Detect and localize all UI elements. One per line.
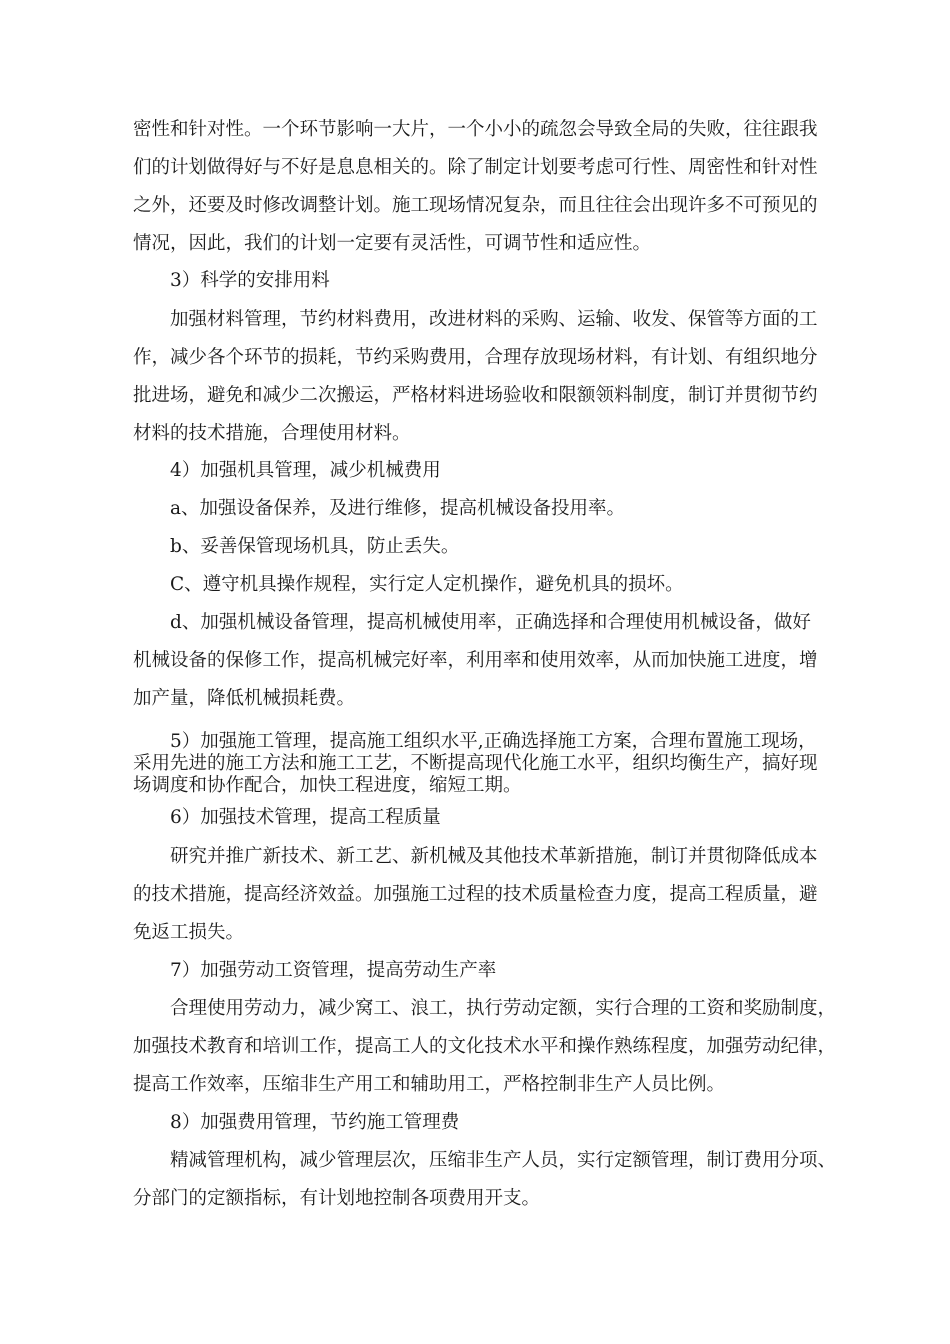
paragraph-line: 加强技术教育和培训工作，提高工人的文化技术水平和操作熟练程度，加强劳动纪律， — [133, 1036, 837, 1057]
paragraph-line: 材料的技术措施，合理使用材料。 — [133, 423, 411, 444]
list-item: b、妥善保管现场机具，防止丢失。 — [170, 536, 460, 557]
paragraph-line: 加强材料管理，节约材料费用，改进材料的采购、运输、收发、保管等方面的工 — [170, 309, 818, 330]
paragraph-line: 研究并推广新技术、新工艺、新机械及其他技术革新措施，制订并贯彻降低成本 — [170, 846, 818, 867]
section-heading: 6）加强技术管理，提高工程质量 — [170, 807, 441, 828]
paragraph-line: 5）加强施工管理，提高施工组织水平,正确选择施工方案，合理布置施工现场， — [170, 731, 817, 752]
paragraph-line: 提高工作效率，压缩非生产用工和辅助用工，严格控制非生产人员比例。 — [133, 1074, 726, 1095]
paragraph-line: 场调度和协作配合，加快工程进度，缩短工期。 — [133, 775, 522, 796]
section-heading: 7）加强劳动工资管理，提高劳动生产率 — [170, 960, 497, 981]
paragraph-line: 免返工损失。 — [133, 922, 245, 943]
section-heading: 8）加强费用管理，节约施工管理费 — [170, 1112, 460, 1133]
paragraph-line: 情况，因此，我们的计划一定要有灵活性，可调节性和适应性。 — [133, 233, 652, 254]
paragraph-line: 采用先进的施工方法和施工工艺，不断提高现代化施工水平，组织均衡生产，搞好现 — [133, 753, 818, 774]
list-item: d、加强机械设备管理，提高机械使用率，正确选择和合理使用机械设备，做好 — [170, 612, 811, 633]
list-item: C、遵守机具操作规程，实行定人定机操作，避免机具的损坏。 — [170, 574, 684, 595]
paragraph-line: 之外，还要及时修改调整计划。施工现场情况复杂，而且往往会出现许多不可预见的 — [133, 195, 818, 216]
paragraph-line: 密性和针对性。一个环节影响一大片，一个小小的疏忽会导致全局的失败，往往跟我 — [133, 119, 818, 140]
paragraph-line: 批进场，避免和减少二次搬运，严格材料进场验收和限额领料制度，制订并贯彻节约 — [133, 385, 818, 406]
paragraph-line: 的技术措施，提高经济效益。加强施工过程的技术质量检查力度，提高工程质量，避 — [133, 884, 818, 905]
paragraph-line: 加产量，降低机械损耗费。 — [133, 688, 356, 709]
paragraph-line: 精减管理机构，减少管理层次，压缩非生产人员，实行定额管理，制订费用分项、 — [170, 1150, 837, 1171]
paragraph-line: 合理使用劳动力，减少窝工、浪工，执行劳动定额，实行合理的工资和奖励制度， — [170, 998, 837, 1019]
paragraph-line: 作，减少各个环节的损耗，节约采购费用，合理存放现场材料，有计划、有组织地分 — [133, 347, 818, 368]
paragraph-line: 分部门的定额指标，有计划地控制各项费用开支。 — [133, 1188, 541, 1209]
section-heading: 3）科学的安排用料 — [170, 270, 330, 291]
paragraph-line: 机械设备的保修工作，提高机械完好率，利用率和使用效率，从而加快施工进度，增 — [133, 650, 818, 671]
paragraph-line: 们的计划做得好与不好是息息相关的。除了制定计划要考虑可行性、周密性和针对性 — [133, 157, 818, 178]
list-item: a、加强设备保养，及进行维修，提高机械设备投用率。 — [170, 498, 626, 519]
section-heading: 4）加强机具管理，减少机械费用 — [170, 460, 441, 481]
